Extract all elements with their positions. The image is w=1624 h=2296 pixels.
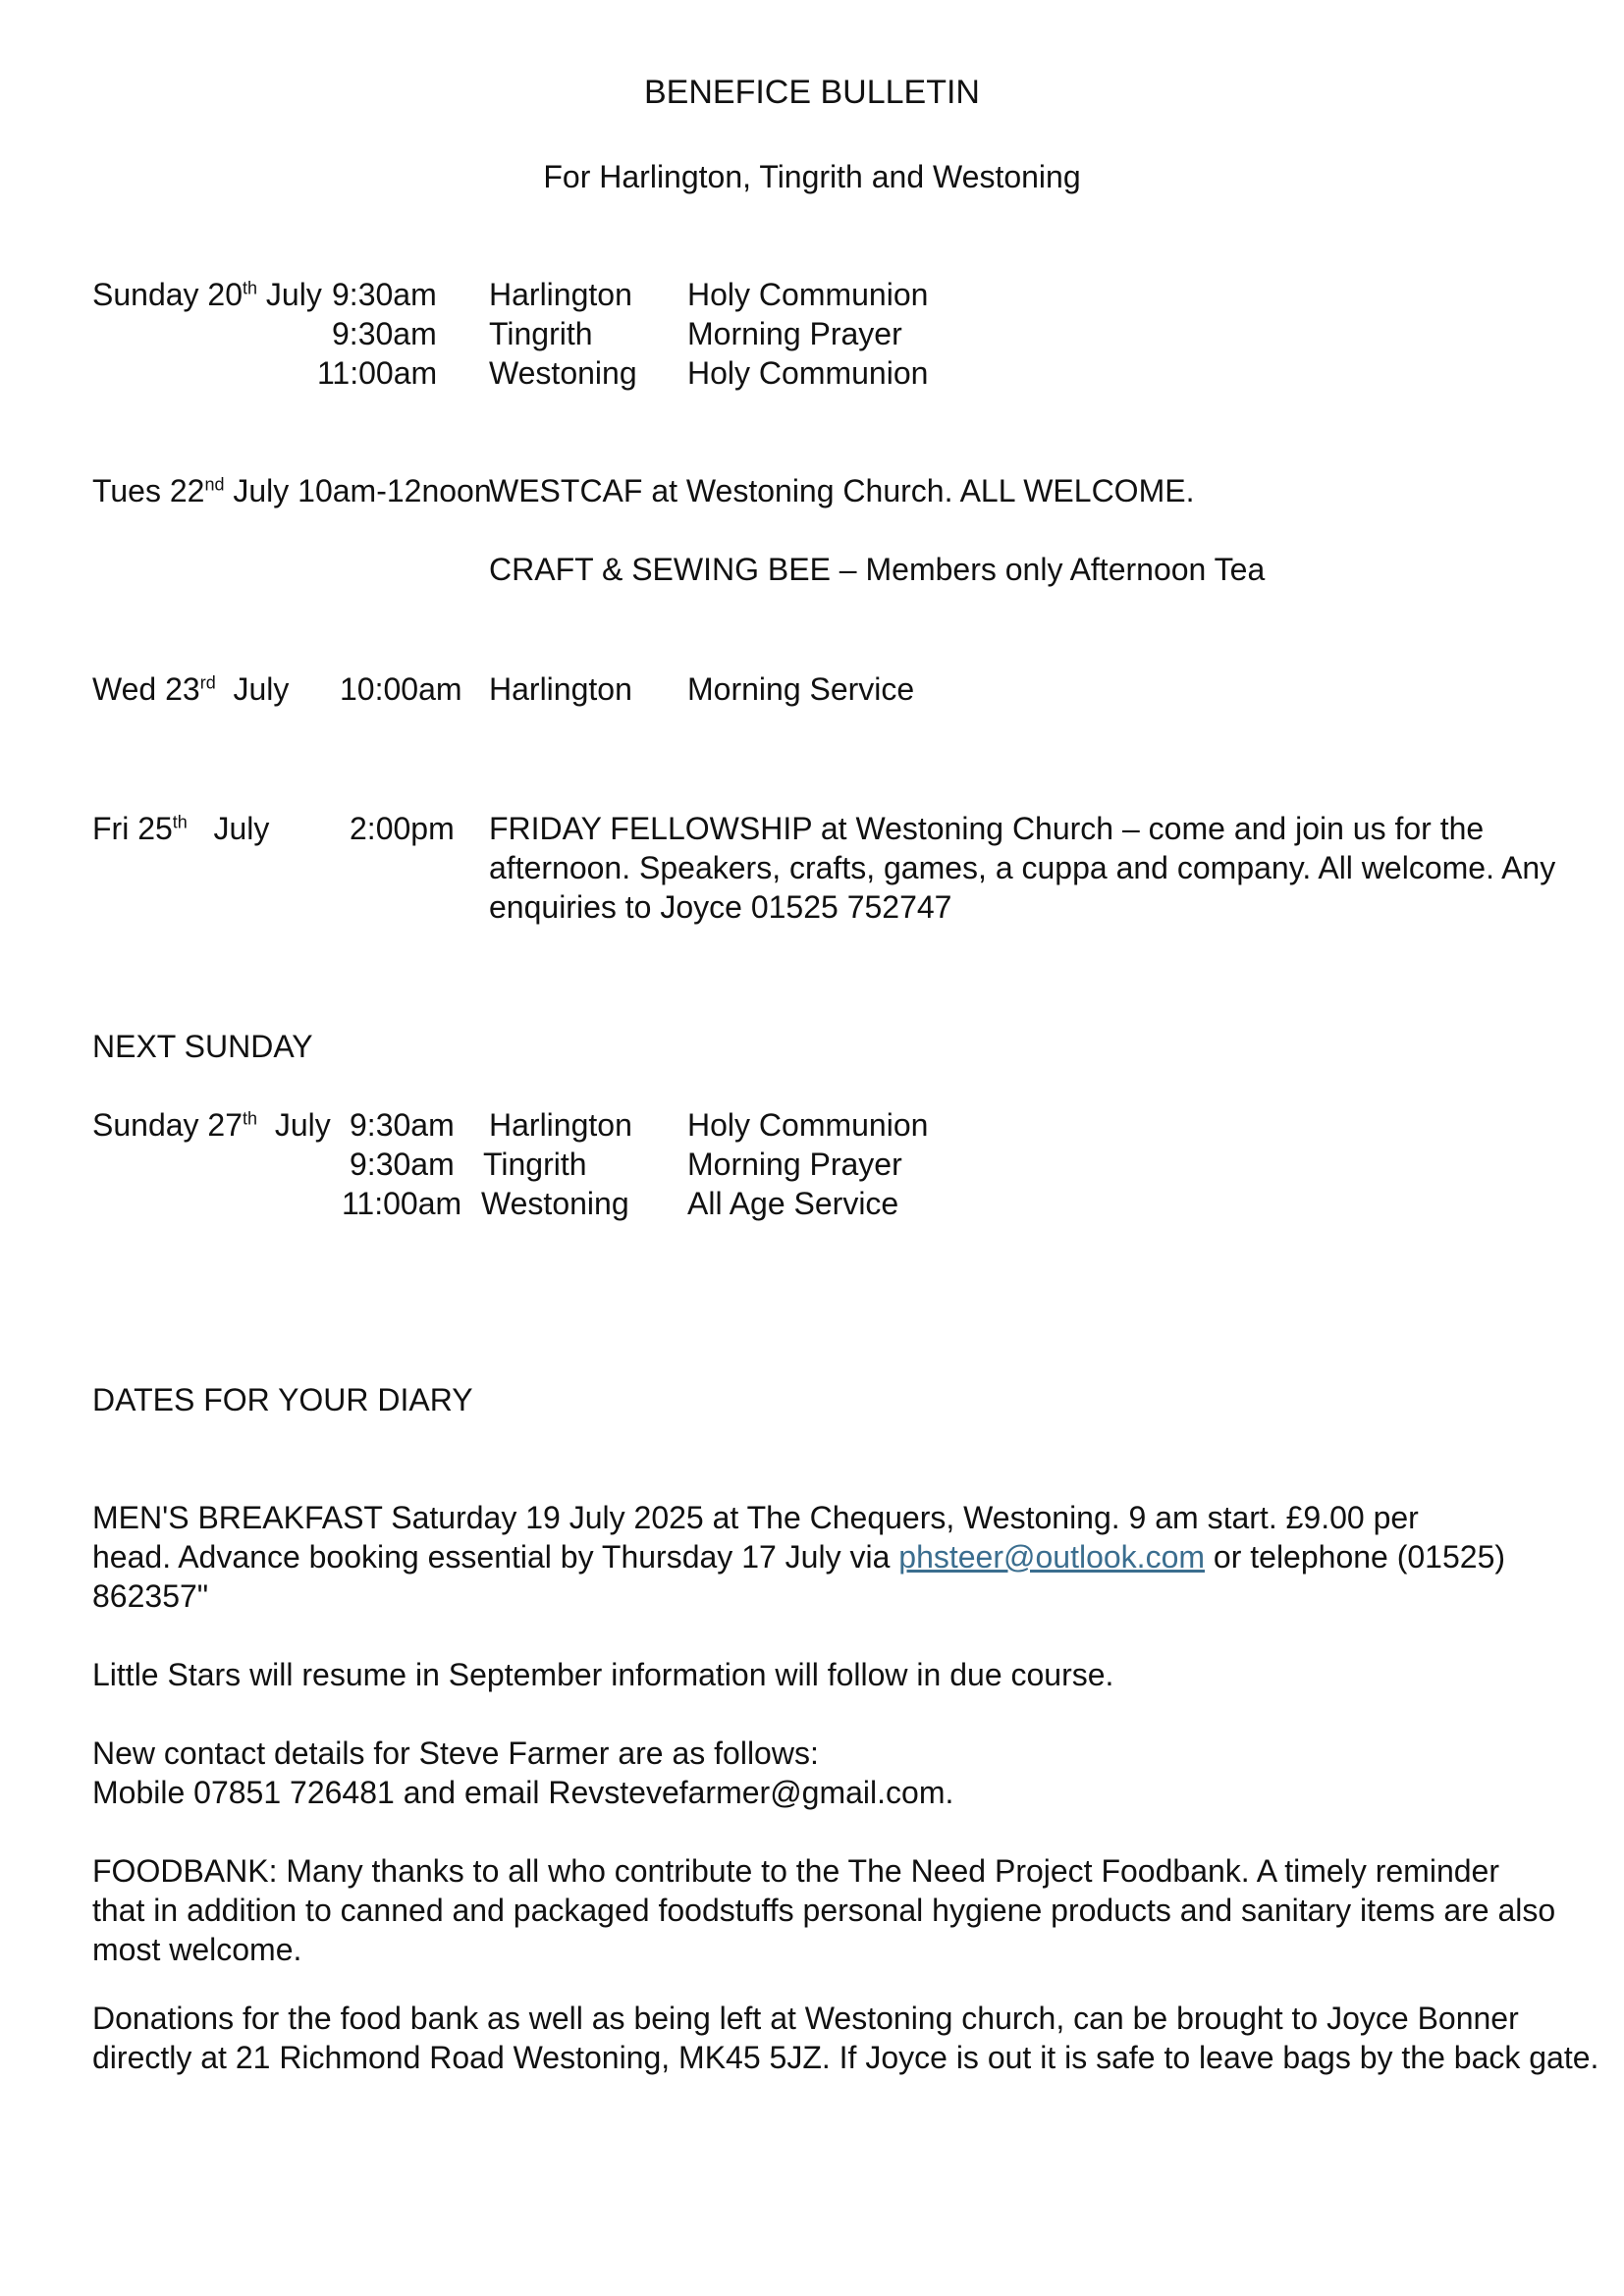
next-sunday-time-2: 9:30am xyxy=(350,1147,455,1182)
mens-breakfast-line-2: head. Advance booking essential by Thursday 17 July via phsteer@outlook.com or telephone (01525) xyxy=(92,1539,1506,1575)
diary-heading: DATES FOR YOUR DIARY xyxy=(92,1382,473,1417)
sunday1-service-3: Holy Communion xyxy=(687,355,929,391)
foodbank-line-3: most welcome. xyxy=(92,1932,302,1967)
next-sunday-service-3: All Age Service xyxy=(687,1186,899,1221)
sunday1-service-1: Holy Communion xyxy=(687,277,929,312)
fri-time: 2:00pm xyxy=(350,811,455,846)
next-sunday-place-1: Harlington xyxy=(489,1107,632,1143)
next-sunday-heading: NEXT SUNDAY xyxy=(92,1029,313,1064)
next-sunday-time-1: 9:30am xyxy=(350,1107,455,1143)
wed-place: Harlington xyxy=(489,671,632,707)
foodbank-line-1: FOODBANK: Many thanks to all who contribute to the The Need Project Foodbank. A timely reminder xyxy=(92,1853,1499,1889)
sunday1-time-2: 9:30am xyxy=(332,316,437,351)
mens-breakfast-line-3: 862357" xyxy=(92,1578,209,1614)
sunday1-place-2: Tingrith xyxy=(489,316,593,351)
page-title: BENEFICE BULLETIN xyxy=(644,74,980,111)
mens-breakfast-line-1: MEN'S BREAKFAST Saturday 19 July 2025 at The Chequers, Westoning. 9 am start. £9.00 per xyxy=(92,1500,1419,1535)
contact-line-2: Mobile 07851 726481 and email Revstevefarmer@gmail.com. xyxy=(92,1775,954,1810)
donations-line-2: directly at 21 Richmond Road Westoning, MK45 5JZ. If Joyce is out it is safe to leave bags by the back gate. xyxy=(92,2040,1599,2075)
donations-line-1: Donations for the food bank as well as being left at Westoning church, can be brought to Joyce Bonner xyxy=(92,2001,1519,2036)
sunday1-time-1: 9:30am xyxy=(332,277,437,312)
sunday1-service-2: Morning Prayer xyxy=(687,316,902,351)
sunday1-place-1: Harlington xyxy=(489,277,632,312)
tues-event: WESTCAF at Westoning Church. ALL WELCOME. xyxy=(489,473,1195,508)
next-sunday-date: Sunday 27th July xyxy=(92,1107,331,1143)
wed-service: Morning Service xyxy=(687,671,915,707)
sunday1-place-3: Westoning xyxy=(489,355,637,391)
page-subtitle: For Harlington, Tingrith and Westoning xyxy=(543,159,1081,194)
tues-event-2: CRAFT & SEWING BEE – Members only Afternoon Tea xyxy=(489,552,1266,587)
next-sunday-service-2: Morning Prayer xyxy=(687,1147,902,1182)
wed-date: Wed 23rd July xyxy=(92,671,290,707)
next-sunday-time-3: 11:00am xyxy=(342,1186,462,1221)
foodbank-line-2: that in addition to canned and packaged foodstuffs personal hygiene products and sanitary items are also xyxy=(92,1893,1556,1928)
fri-date: Fri 25th July xyxy=(92,811,270,846)
tues-date: Tues 22nd July 10am-12noon xyxy=(92,473,492,508)
contact-line-1: New contact details for Steve Farmer are as follows: xyxy=(92,1735,819,1771)
wed-time: 10:00am xyxy=(340,671,462,707)
little-stars-notice: Little Stars will resume in September information will follow in due course. xyxy=(92,1657,1114,1692)
next-sunday-place-2: Tingrith xyxy=(483,1147,587,1182)
next-sunday-service-1: Holy Communion xyxy=(687,1107,929,1143)
fri-line-2: afternoon. Speakers, crafts, games, a cuppa and company. All welcome. Any xyxy=(489,850,1556,885)
sunday1-time-3: 11:00am xyxy=(317,355,438,391)
fri-line-3: enquiries to Joyce 01525 752747 xyxy=(489,889,952,925)
email-link[interactable]: phsteer@outlook.com xyxy=(898,1539,1206,1575)
fri-line-1: FRIDAY FELLOWSHIP at Westoning Church – come and join us for the xyxy=(489,811,1485,846)
next-sunday-place-3: Westoning xyxy=(481,1186,629,1221)
sunday1-date: Sunday 20th July xyxy=(92,277,322,312)
